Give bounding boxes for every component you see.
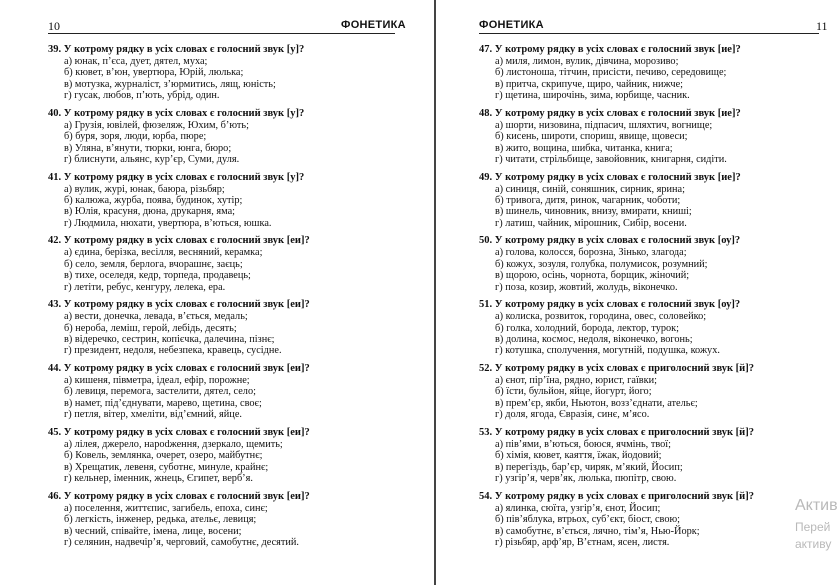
- answer-option: в) перегіздь, бар’єр, чиряк, м’який, Йосип;: [495, 461, 683, 473]
- question-item: [479, 299, 819, 357]
- answer-option: а) єдина, берізка, весілля, весняний, керамка;: [64, 247, 263, 259]
- answer-option: а) синиця, синій, соняшник, сирник, ярина;: [495, 183, 685, 195]
- answer-option: в) долина, космос, недоля, віконечко, вогонь;: [495, 334, 693, 346]
- answer-option: а) колиска, розвиток, городина, овес, соловейко;: [495, 311, 707, 323]
- question-item: [48, 427, 408, 485]
- question-title: [48, 172, 408, 183]
- answer-option: а) поселення, життєпис, загибель, епоха, синє;: [64, 502, 268, 514]
- answer-option: в) прем’єр, якби, Ньютон, возз’єднати, ательє;: [495, 397, 698, 409]
- question-number: 44.: [48, 363, 62, 375]
- question-number: 47.: [479, 44, 493, 55]
- answer-option: б) легкість, інженер, редька, ательє, левиця;: [64, 514, 257, 526]
- question-list: [48, 44, 408, 555]
- question-number: 43.: [48, 299, 62, 311]
- question-item: [48, 44, 408, 102]
- answer-option: в) притча, скрипуче, щиро, чайник, нижче;: [495, 78, 684, 90]
- question-text: У котрому рядку в усіх словах є голосний звук [еи]?: [63, 363, 310, 375]
- question-item: [479, 491, 819, 549]
- question-text: У котрому рядку в усіх словах є голосний звук [оу]?: [494, 235, 741, 247]
- question-text: У котрому рядку в усіх словах є голосний звук [еи]?: [63, 235, 310, 247]
- answer-option: г) президент, недоля, небезпека, кравець, сусідне.: [64, 345, 282, 357]
- answer-option: б) Ковель, землянка, очерет, озеро, майбутнє;: [64, 450, 263, 462]
- answer-option: г) поза, козир, жовтий, жолудь, віконечко.: [495, 281, 678, 293]
- question-text: У котрому рядку в усіх словах є голосний звук [еи]?: [63, 299, 310, 311]
- answer-option: г) різьбяр, арф’яр, В’єтнам, ясен, листя.: [495, 536, 670, 548]
- answer-option: а) миля, лимон, вулик, дівчина, морозиво;: [495, 56, 679, 67]
- question-list: [479, 44, 819, 555]
- watermark-line: Актив: [795, 497, 838, 514]
- running-header: ФОНЕТИКА: [479, 19, 544, 31]
- question-number: 45.: [48, 426, 62, 438]
- answer-option: г) узгір’я, черв’як, люлька, пюпітр, свою.: [495, 473, 677, 485]
- answer-option: б) хімія, кювет, каяття, їжак, йодовий;: [495, 450, 662, 462]
- question-number: 46.: [48, 490, 62, 502]
- question-item: [48, 299, 408, 357]
- answer-option: б) пів’яблука, втрьох, суб’єкт, біост, свою;: [495, 514, 681, 526]
- answer-option: б) голка, холодний, борода, лектор, турок;: [495, 322, 680, 334]
- answer-option: б) кожух, зозуля, голубка, полумисок, розумний;: [495, 258, 708, 270]
- page-divider: [434, 0, 436, 585]
- question-title: [479, 299, 819, 310]
- question-title: [479, 363, 819, 374]
- question-title: [48, 299, 408, 310]
- answer-option: б) левиця, перемога, застелити, дятел, село;: [64, 386, 256, 398]
- watermark-line: Перей: [795, 520, 831, 534]
- answer-option: в) Хрещатик, левеня, суботнє, минуле, крайнє;: [64, 461, 269, 473]
- question-title: [479, 108, 819, 119]
- question-item: [48, 491, 408, 549]
- question-text: У котрому рядку в усіх словах є голосний звук [у]?: [63, 107, 305, 119]
- answer-option: г) доля, ягода, Євразія, синє, м’ясо.: [495, 409, 650, 421]
- question-text: У котрому рядку в усіх словах є голосний звук [ие]?: [494, 44, 741, 55]
- answer-option: а) ялинка, сюїта, узгір’я, єнот, Йосип;: [495, 502, 661, 514]
- answer-option: б) буря, зоря, люди, юрба, пюре;: [64, 131, 207, 143]
- answer-option: г) Людмила, нюхати, увертюра, в’ються, юшка.: [64, 217, 272, 229]
- answer-option: б) листоноша, тітчин, присісти, печиво, середовище;: [495, 67, 727, 79]
- question-item: [479, 172, 819, 230]
- watermark-line: активу: [795, 537, 832, 551]
- answer-option: в) Уляна, в’янути, тюрки, юнга, бюро;: [64, 142, 232, 154]
- answer-option: б) кювет, в’юн, увертюра, Юрій, люлька;: [64, 67, 244, 79]
- answer-option: в) Юлія, красуня, дюна, друкарня, яма;: [64, 206, 236, 218]
- question-title: [48, 235, 408, 246]
- question-title: [48, 44, 408, 55]
- answer-option: а) вулик, журі, юнак, баюра, різьбяр;: [64, 183, 225, 195]
- question-number: 50.: [479, 235, 493, 247]
- question-text: У котрому рядку в усіх словах є приголосний звук [й]?: [494, 490, 754, 502]
- question-number: 48.: [479, 107, 493, 119]
- answer-option: в) тихе, оселедя, кедр, торпеда, продавець;: [64, 270, 251, 282]
- answer-option: г) латиш, чайник, мірошник, Сибір, восени.: [495, 217, 687, 229]
- question-item: [48, 108, 408, 166]
- answer-option: б) кисень, широти, спориш, явище, щовеси;: [495, 131, 688, 143]
- answer-option: в) намет, під’єднувати, марево, щетина, своє;: [64, 397, 262, 409]
- answer-option: а) юнак, п’єса, дует, дятел, муха;: [64, 56, 208, 67]
- question-number: 54.: [479, 490, 493, 502]
- question-item: [479, 44, 819, 102]
- question-text: У котрому рядку в усіх словах є голосний звук [оу]?: [494, 299, 741, 311]
- header-rule: [48, 33, 395, 34]
- question-text: У котрому рядку в усіх словах є голосний звук [еи]?: [63, 426, 310, 438]
- answer-option: а) пів’ями, в’ються, боюся, ячмінь, твої;: [495, 438, 671, 450]
- page-number: 11: [816, 19, 828, 33]
- question-number: 53.: [479, 426, 493, 438]
- question-item: [479, 235, 819, 293]
- answer-option: г) кельнер, іменник, жнець, Єгипет, верб’я.: [64, 473, 253, 485]
- question-text: У котрому рядку в усіх словах є приголосний звук [й]?: [494, 426, 754, 438]
- question-title: [479, 491, 819, 502]
- question-item: [48, 363, 408, 421]
- question-item: [48, 172, 408, 230]
- answer-option: б) калюжа, журба, поява, будинок, хутір;: [64, 195, 243, 207]
- answer-option: б) тривога, дитя, ринок, чагарник, чоботи;: [495, 195, 681, 207]
- answer-option: в) чесний, співайте, імена, лице, восени;: [64, 525, 242, 537]
- question-title: [479, 235, 819, 246]
- question-text: У котрому рядку в усіх словах є голосний звук [у]?: [63, 44, 305, 55]
- answer-option: в) шинель, чиновник, внизу, вмирати, книші;: [495, 206, 692, 218]
- answer-option: а) шорти, низовина, підпасич, шляхтич, вогнище;: [495, 119, 713, 131]
- question-number: 51.: [479, 299, 493, 311]
- answer-option: г) гусак, любов, п’ють, убрід, один.: [64, 90, 220, 102]
- question-text: У котрому рядку в усіх словах є голосний звук [у]?: [63, 171, 305, 183]
- question-number: 42.: [48, 235, 62, 247]
- answer-option: г) петля, вітер, хмеліти, від’ємний, яйце.: [64, 409, 242, 421]
- question-title: [479, 44, 819, 55]
- answer-option: г) читати, стрільбище, завойовник, книгарня, сидіти.: [495, 154, 727, 166]
- answer-option: а) голова, колосся, борозна, Зінько, злагода;: [495, 247, 687, 259]
- header-rule: [479, 33, 819, 34]
- question-number: 41.: [48, 171, 62, 183]
- answer-option: а) лілея, джерело, нарodження, дзеркало, щемить;: [64, 438, 283, 450]
- question-title: [48, 491, 408, 502]
- running-header: ФОНЕТИКА: [341, 19, 406, 31]
- right-page: [441, 0, 839, 585]
- answer-option: г) щетина, широчінь, зима, юрбище, часник.: [495, 90, 690, 102]
- answer-option: г) селянин, надвечір’я, черговий, самобутнє, десятий.: [64, 536, 299, 548]
- question-text: У котрому рядку в усіх словах є голосний звук [ие]?: [494, 171, 741, 183]
- answer-option: а) кишеня, півметра, ідеал, ефір, порожне;: [64, 375, 250, 387]
- question-item: [479, 108, 819, 166]
- question-text: У котрому рядку в усіх словах є приголосний звук [й]?: [494, 363, 754, 375]
- answer-option: в) самобутнє, в’ється, лячно, тім’я, Нью-Йорк;: [495, 525, 700, 537]
- question-number: 39.: [48, 44, 62, 55]
- question-title: [48, 427, 408, 438]
- answer-option: а) вести, донечка, левада, в’ється, медаль;: [64, 311, 248, 323]
- question-item: [479, 363, 819, 421]
- question-number: 52.: [479, 363, 493, 375]
- question-title: [479, 427, 819, 438]
- answer-option: а) Грузія, ювілей, фюзеляж, Юхим, б’ють;: [64, 119, 249, 131]
- question-number: 49.: [479, 171, 493, 183]
- answer-option: г) летіти, ребус, кенгуру, лелека, ера.: [64, 281, 226, 293]
- question-text: У котрому рядку в усіх словах є голосний звук [ие]?: [494, 107, 741, 119]
- question-item: [479, 427, 819, 485]
- question-text: У котрому рядку в усіх словах є голосний звук [еи]?: [63, 490, 310, 502]
- activation-watermark: [795, 497, 838, 553]
- answer-option: в) щорою, осінь, чорнота, борщик, жіночий;: [495, 270, 690, 282]
- answer-option: б) село, земля, берлога, вчорашнє, заєць;: [64, 258, 243, 270]
- question-number: 40.: [48, 107, 62, 119]
- answer-option: в) жито, вощина, шибка, читанка, книга;: [495, 142, 673, 154]
- question-title: [48, 108, 408, 119]
- question-item: [48, 235, 408, 293]
- question-title: [48, 363, 408, 374]
- answer-option: б) їсти, бульйон, яйце, йогурт, його;: [495, 386, 652, 398]
- answer-option: б) нероба, леміш, герой, лебідь, десять;: [64, 322, 237, 334]
- answer-option: г) котушка, сполучення, могутній, подушка, кожух.: [495, 345, 720, 357]
- answer-option: в) відеречко, сестрин, копієчка, далечина, пізнє;: [64, 334, 275, 346]
- question-title: [479, 172, 819, 183]
- page-number: 10: [48, 19, 60, 33]
- answer-option: г) блиснути, альянс, кур’єр, Суми, дуля.: [64, 154, 240, 166]
- answer-option: в) мотузка, журналіст, з’юрмитись, лящ, юність;: [64, 78, 276, 90]
- answer-option: а) єнот, пір’їна, рядно, юрист, гаївки;: [495, 375, 658, 387]
